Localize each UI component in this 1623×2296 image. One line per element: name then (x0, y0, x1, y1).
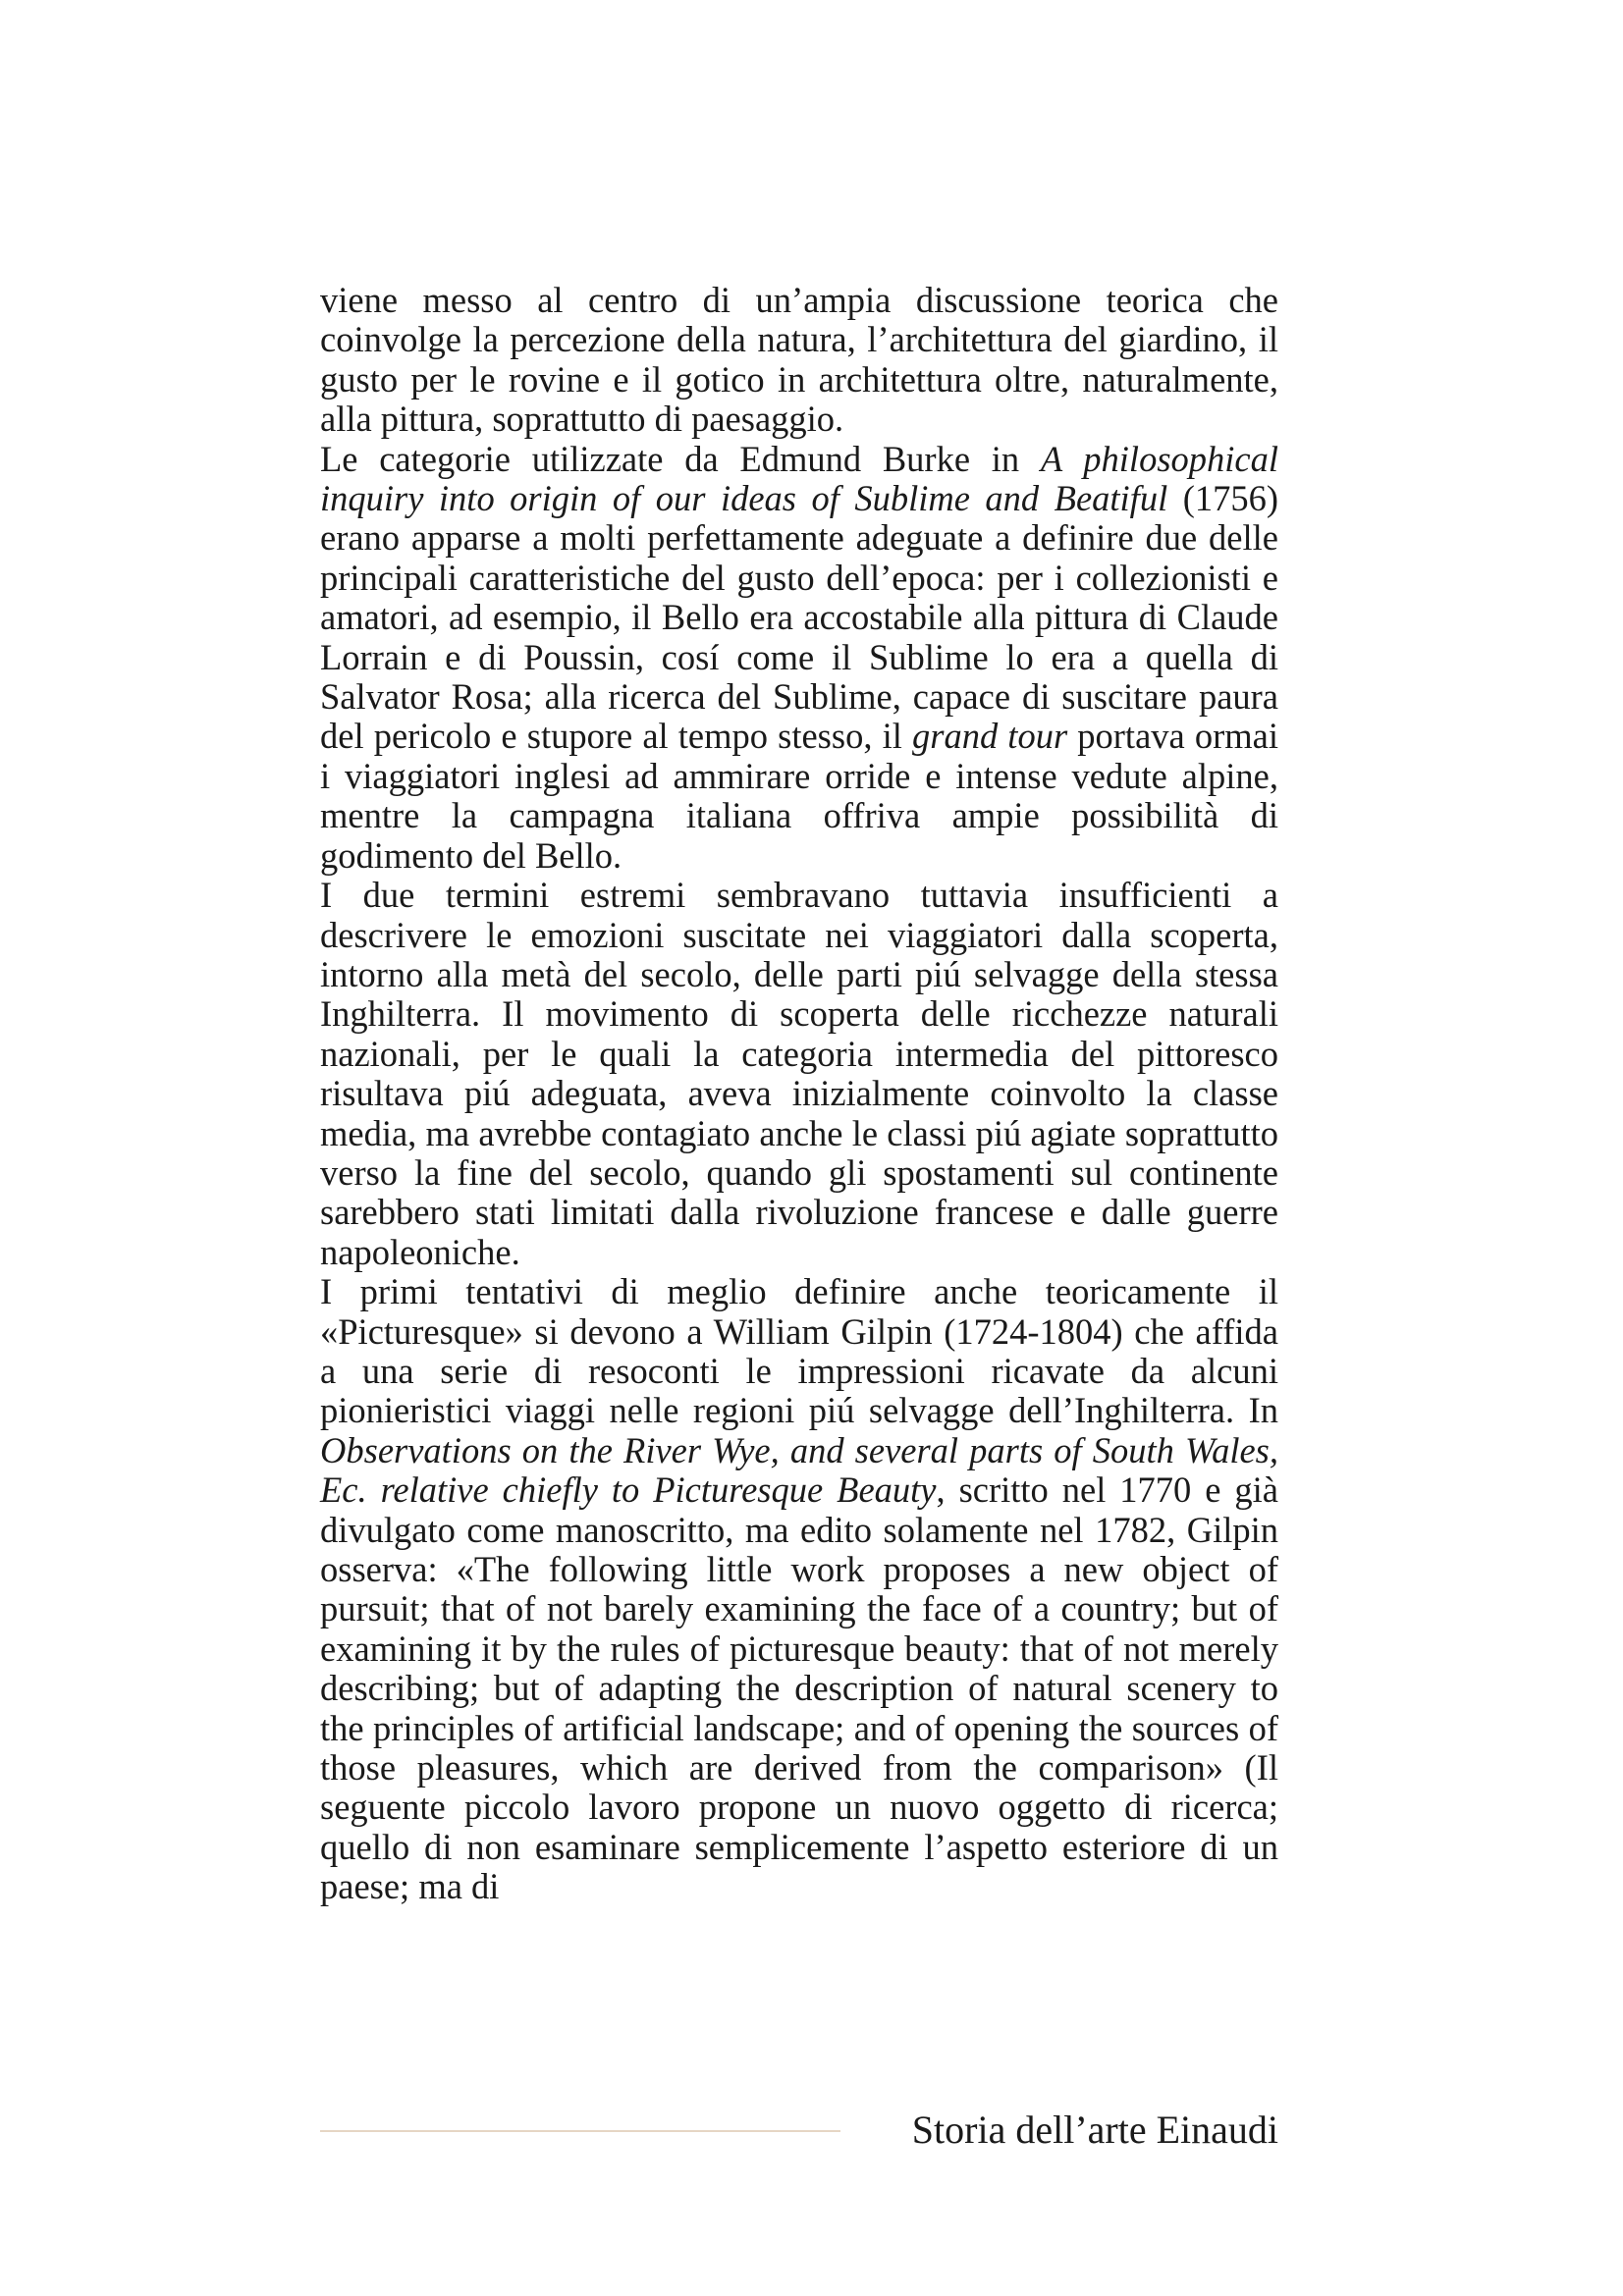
body-text (320, 281, 1278, 1907)
page-footer (320, 2101, 1278, 2160)
grand-tour-term: grand tour (911, 716, 1068, 757)
paragraph-1: viene messo al centro di un’ampia discussione teorica che coinvolge la percezione della natura, l’architettura del giardino, il gusto per le rovine e il gotico in architettura oltre, naturalmente, alla pittura, soprattutto di paesaggio. (320, 280, 1278, 440)
paragraph-4-text-b: , scritto nel 1770 e già divulgato come manoscritto, ma edito solamente nel 1782, Gilpin osserva: «The following little work proposes a new object of pursuit; that of not barely examining the face of a country; but of examining it by the rules of picturesque beauty: that of not merely describing; but of adapting the description of natural scenery to the principles of artificial landscape; and of opening the sources of those pleasures, which are derived from the comparison» (Il seguente piccolo lavoro propone un nuovo oggetto di ricerca; quello di non esaminare semplicemente l’aspetto esteriore di un paese; ma di (320, 1469, 1278, 1907)
paragraph-2 (320, 440, 1278, 876)
paragraph-2-text-a: Le categorie utilizzate da Edmund Burke in (320, 438, 1041, 479)
footer-rule (320, 2130, 840, 2132)
paragraph-2-text-b: (1756) erano apparse a molti perfettamente adeguate a definire due delle principali caratteristiche del gusto dell’epoca: per i collezionisti e amatori, ad esempio, il Bello era accostabile alla pittura di Claude Lorrain e di Poussin, cosí come il Sublime lo era a quella di Salvator Rosa; alla ricerca del Sublime, capace di suscitare paura del pericolo e stupore al tempo stesso, il (320, 478, 1279, 757)
gilpin-book-title: Observations on the River Wye, and several parts of South Wales, Ec. relative chiefly to Picturesque Beauty (320, 1429, 1278, 1511)
paragraph-4 (320, 1272, 1278, 1907)
paragraph-4-text-a: I primi tentativi di meglio definire anche teoricamente il «Picturesque» si devono a William Gilpin (1724-1804) che affida a una serie di resoconti le impressioni ricavate da alcuni pionieristici viaggi nelle regioni piú selvagge dell’Inghilterra. In (320, 1271, 1278, 1431)
paragraph-3: I due termini estremi sembravano tuttavia insufficienti a descrivere le emozioni suscitate nei viaggiatori dalla scoperta, intorno alla metà del secolo, delle parti piú selvagge della stessa Inghilterra. Il movimento di scoperta delle ricchezze naturali nazionali, per le quali la categoria intermedia del pittoresco risultava piú adeguata, aveva inizialmente coinvolto la classe media, ma avrebbe contagiato anche le classi piú agiate soprattutto verso la fine del secolo, quando gli spostamenti sul continente sarebbero stati limitati dalla rivoluzione francese e dalle guerre napoleoniche. (320, 875, 1278, 1272)
paragraph-2-text-c: portava ormai i viaggiatori inglesi ad ammirare orride e intense vedute alpine, mentre la campagna italiana offriva ampie possibilità di godimento del Bello. (320, 716, 1278, 876)
burke-book-title: A philosophical inquiry into origin of our ideas of Sublime and Beatiful (320, 438, 1279, 519)
footer-publisher-title: Storia dell’arte Einaudi (911, 2108, 1278, 2152)
